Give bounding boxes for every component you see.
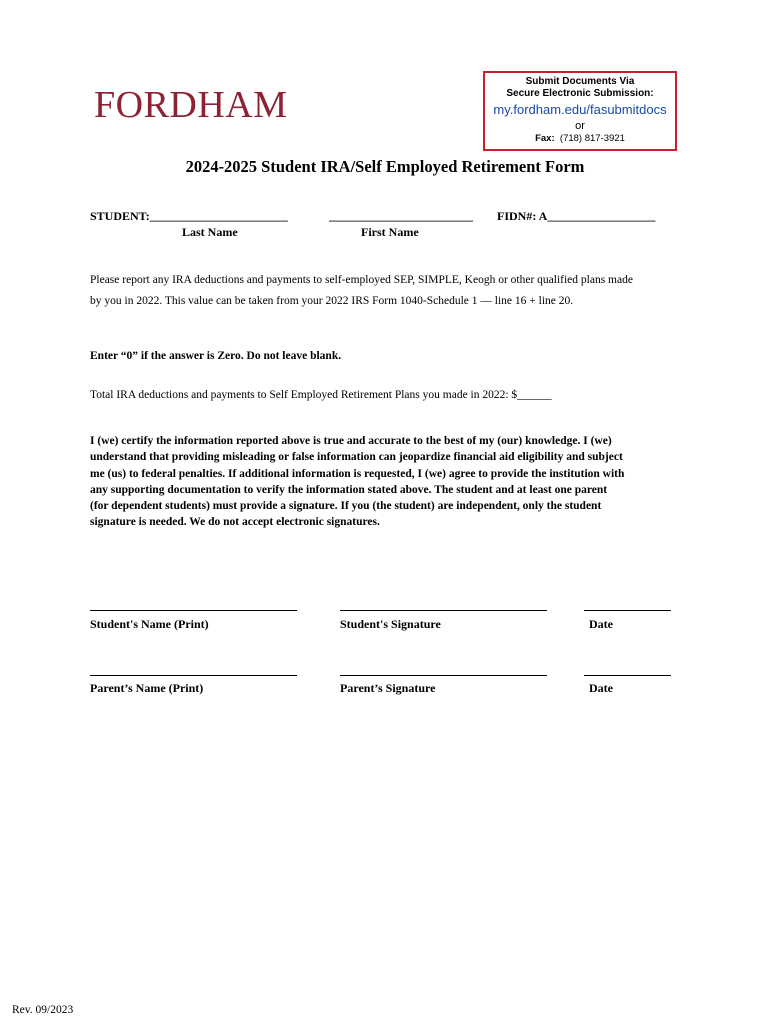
submission-info-box [483, 71, 677, 151]
fax-number: (718) 817-3921 [559, 133, 625, 144]
fidn-field[interactable]: FIDN#: A__________________ [497, 209, 656, 223]
form-title: 2024-2025 Student IRA/Self Employed Retirement Form [185, 157, 585, 176]
student-name-label: Student's Name (Print) [90, 617, 209, 631]
submission-box-subtitle: Secure Electronic Submission: [506, 88, 654, 99]
certification-line: any supporting documentation to verify the information stated above. The student and at least one parent [90, 483, 608, 496]
student-date-label: Date [589, 617, 613, 631]
instructions-line-2: by you in 2022. This value can be taken from your 2022 IRS Form 1040-Schedule 1 — line 16 + line 20. [90, 295, 574, 307]
zero-answer-note: Enter “0” if the answer is Zero. Do not leave blank. [90, 350, 342, 362]
parent-signature-label: Parent’s Signature [340, 681, 436, 695]
submission-or-text: or [575, 120, 585, 132]
fax-label: Fax: [535, 133, 555, 144]
first-name-caption: First Name [361, 225, 419, 239]
student-first-name-field[interactable]: ________________________ [329, 209, 473, 223]
certification-statement [90, 433, 690, 531]
last-name-caption: Last Name [182, 225, 238, 239]
student-last-name-field[interactable]: STUDENT:_______________________ [90, 209, 288, 223]
parent-signature-line[interactable] [340, 675, 547, 676]
instructions-line-1: Please report any IRA deductions and payments to self-employed SEP, SIMPLE, Keogh or other qualified plans made [90, 274, 633, 286]
fax-line [485, 133, 675, 145]
student-signature-label: Student's Signature [340, 617, 441, 631]
fordham-logo: FORDHAM [94, 84, 288, 126]
student-date-line[interactable] [584, 610, 671, 611]
submission-portal-link[interactable]: my.fordham.edu/fasubmitdocs [493, 102, 667, 117]
certification-line: understand that providing misleading or false information can jeopardize financial aid eligibility and subject [90, 451, 623, 464]
certification-line: signature is needed. We do not accept electronic signatures. [90, 516, 380, 529]
parent-date-line[interactable] [584, 675, 671, 676]
revision-date: Rev. 09/2023 [12, 1004, 74, 1016]
student-signature-line[interactable] [340, 610, 547, 611]
certification-line: I (we) certify the information reported above is true and accurate to the best of my (our) knowledge. I (we) [90, 435, 612, 447]
total-ira-question-field[interactable]: Total IRA deductions and payments to Self Employed Retirement Plans you made in 2022: $______ [90, 389, 552, 401]
parent-date-label: Date [589, 681, 613, 695]
student-name-line[interactable] [90, 610, 297, 611]
certification-line: (for dependent students) must provide a signature. If you (the student) are independent, only the student [90, 500, 602, 513]
parent-name-label: Parent’s Name (Print) [90, 681, 204, 695]
certification-line: me (us) to federal penalties. If additional information is requested, I (we) agree to provide the institution with [90, 467, 625, 480]
parent-name-line[interactable] [90, 675, 297, 676]
submission-box-title: Submit Documents Via [525, 76, 635, 87]
